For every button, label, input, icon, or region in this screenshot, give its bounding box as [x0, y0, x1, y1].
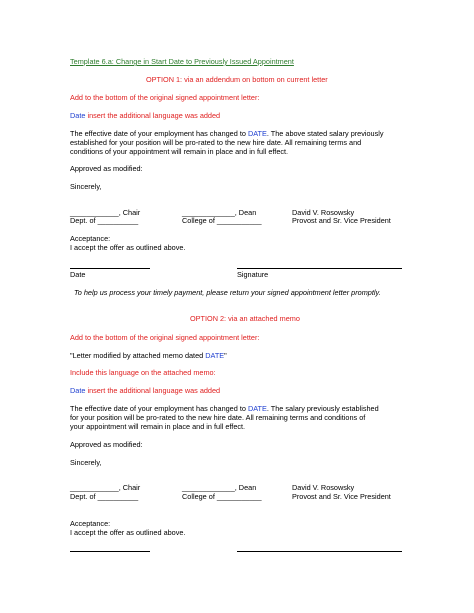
option1-acceptance: Acceptance: — [70, 234, 111, 243]
option1-date-label: Date — [70, 270, 86, 279]
paragraph-text: The effective date of your employment has changed to — [70, 129, 248, 138]
option2-memo-line — [70, 351, 227, 360]
option2-dept-line: Dept. of __________ — [70, 492, 139, 501]
date-placeholder: DATE — [247, 404, 267, 413]
option1-date-note — [70, 111, 220, 120]
paragraph-text: The effective date of your employment has changed to — [70, 404, 248, 413]
memo-date-placeholder: DATE — [205, 351, 225, 360]
paragraph-text: . The salary previously established — [266, 404, 379, 413]
option1-signer-title: Provost and Sr. Vice President — [292, 216, 391, 225]
option2-paragraph-line2: for your position will be pro-rated to the new hire date. All remaining terms and conditions of — [70, 413, 366, 422]
option1-chair-line: ____________, Chair — [70, 208, 141, 217]
option1-dean-line: _____________, Dean — [182, 208, 257, 217]
option2-include: Include this language on the attached memo: — [70, 368, 216, 377]
option1-dept-line: Dept. of __________ — [70, 216, 139, 225]
date-label: Date — [70, 386, 86, 395]
date-note-text: insert the additional language was added — [85, 111, 221, 120]
option2-approved: Approved as modified: — [70, 440, 143, 449]
option1-paragraph-line1 — [70, 129, 384, 138]
option1-signature-label: Signature — [237, 270, 269, 279]
signature-rule — [237, 268, 402, 269]
date-label: Date — [70, 111, 86, 120]
option1-approved: Approved as modified: — [70, 164, 143, 173]
option2-signer-title: Provost and Sr. Vice President — [292, 492, 391, 501]
option2-acceptance: Acceptance: — [70, 519, 111, 528]
option1-accept-text: I accept the offer as outlined above. — [70, 243, 186, 252]
option2-date-note — [70, 386, 220, 395]
option1-signer-name: David V. Rosowsky — [292, 208, 355, 217]
option2-chair-line: ____________, Chair — [70, 483, 141, 492]
option2-signer-name: David V. Rosowsky — [292, 483, 355, 492]
option1-title: OPTION 1: via an addendum on bottom on current letter — [146, 75, 328, 84]
paragraph-text: . The above stated salary previously — [266, 129, 384, 138]
date-note-text: insert the additional language was added — [85, 386, 221, 395]
option2-signature-rule — [237, 551, 402, 552]
option1-paragraph-line2: established for your position will be pro-rated to the new hire date. All remaining terms and — [70, 138, 362, 147]
option1-paragraph-line3: conditions of your appointment will remain in place and in full effect. — [70, 147, 289, 156]
option2-date-rule — [70, 551, 150, 552]
option1-college-line: College of ___________ — [182, 216, 262, 225]
return-note: To help us process your timely payment, please return your signed appointment letter promptly. — [74, 288, 381, 297]
option2-college-line: College of ___________ — [182, 492, 262, 501]
option2-accept-text: I accept the offer as outlined above. — [70, 528, 186, 537]
date-signature-rule — [70, 268, 150, 269]
option2-paragraph-line3: your appointment will remain in place and in full effect. — [70, 422, 246, 431]
option2-dean-line: _____________, Dean — [182, 483, 257, 492]
memo-text-end: " — [224, 351, 227, 360]
option2-paragraph-line1 — [70, 404, 379, 413]
option1-sincerely: Sincerely, — [70, 182, 102, 191]
template-title: Template 6.a: Change in Start Date to Previously Issued Appointment — [70, 57, 294, 66]
option2-sincerely: Sincerely, — [70, 458, 102, 467]
option1-instruction: Add to the bottom of the original signed appointment letter: — [70, 93, 260, 102]
memo-text: "Letter modified by attached memo dated — [70, 351, 206, 360]
option2-instruction: Add to the bottom of the original signed appointment letter: — [70, 333, 260, 342]
option2-title: OPTION 2: via an attached memo — [190, 314, 300, 323]
date-placeholder: DATE — [247, 129, 267, 138]
